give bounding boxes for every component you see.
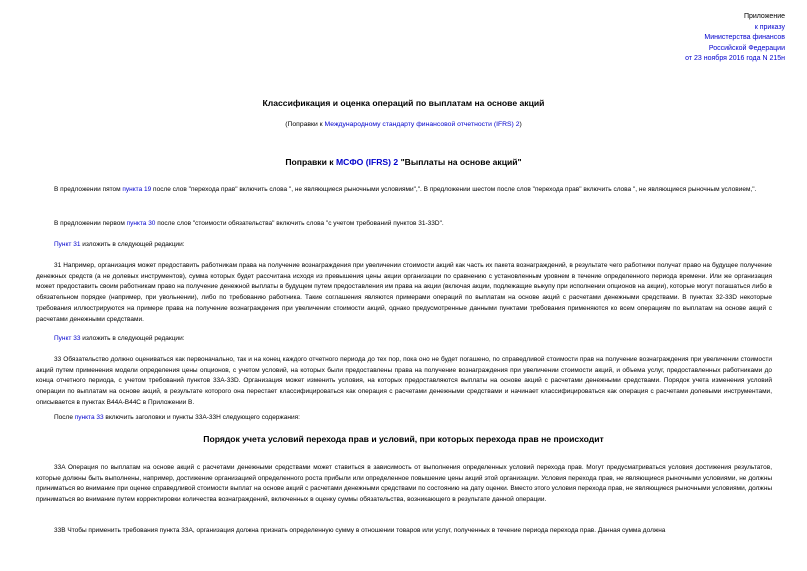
document-title: Классификация и оценка операций по выплатам на основе акций xyxy=(262,98,545,108)
paragraph-19-link[interactable]: пункта 19 xyxy=(122,186,152,193)
paragraph-33-link[interactable]: Пункт 33 xyxy=(54,335,81,342)
document-subtitle xyxy=(0,121,807,128)
amendments-heading-suffix: "Выплаты на основе акций" xyxy=(398,157,522,167)
paragraph-3 xyxy=(36,240,772,251)
ifrs2-link[interactable]: Международному стандарту финансовой отчетности (IFRS) 2 xyxy=(324,121,520,128)
amendments-heading xyxy=(0,157,807,167)
subtitle-suffix: ) xyxy=(519,121,522,128)
paragraph-7 xyxy=(36,413,772,424)
order-date-link[interactable]: от 23 ноября 2016 года N 215н xyxy=(685,55,785,63)
paragraph-31-text: 31 Например, организация может предоставить работникам права на получение вознаграждения при увеличении стоимости акций как часть их пакета вознаграждений, в результате чего работники получат право на будущее получение денежных средств (а не долевых инструментов), сумма которых будет рассчитана исходя из превышения цены акции организации по сравнению с установленным уровнем в течение определенного периода времени. Или же организация может предоставить своим работникам право на получение денежной выплаты в будущем путем предоставления им права на акции (включая акции, подлежащие выкупу при исполнении опционов на акции), которые могут погашаться либо в обязательном порядке (например, при увольнении), либо по требованию работника. Такие соглашения являются примерами операций по выплатам на основе акций с расчетами денежными средствами. В пунктах 32-33D некоторые требования иллюстрируются на примере права на получение вознаграждения при увеличении стоимости акций, однако предусмотренные данными пунктами требования применяются ко всем операциям по выплатам на основе акций с расчетами денежными средствами. xyxy=(36,262,772,323)
paragraph-7-text-a: После xyxy=(54,414,75,421)
paragraph-33-link-2[interactable]: пункта 33 xyxy=(74,414,104,421)
paragraph-2 xyxy=(36,219,772,230)
appendix-header xyxy=(685,12,785,65)
federation-link[interactable]: Российской Федерации xyxy=(708,44,785,52)
paragraph-5-text: изложить в следующей редакции: xyxy=(80,335,185,342)
paragraph-5 xyxy=(36,334,772,345)
paragraph-33a-text: 33A Операция по выплатам на основе акций с расчетами денежными средствами может ставиться в зависимость от выполнения определенных условий перехода прав. Могут предусматриваться условия достижения результатов, которые должны быть выполнены, например, достижение организацией определенного роста прибыли или определенное повышение цены акций этой организации. Условия перехода прав, не являющиеся рыночными условиями, не должны приниматься во внимание при оценке справедливой стоимости выплат на основе акций с расчетами денежными средствами по состоянию на дату оценки. Вместо этого условия перехода прав, не являющиеся рыночными условиями, должны приниматься во внимание путем корректировки количества вознаграждений, включенных в оценку суммы обязательства, возникающего в результате данной операции. xyxy=(36,464,772,504)
subtitle-prefix: (Поправки к xyxy=(285,121,325,128)
paragraph-31-link[interactable]: Пункт 31 xyxy=(54,241,81,248)
appendix-label: Приложение xyxy=(743,13,785,20)
order-link[interactable]: к приказу xyxy=(754,23,785,31)
paragraph-2-text-a: В предложении первом xyxy=(54,220,127,227)
paragraph-7-text-b: включить заголовки и пункты 33A-33H следующего содержания: xyxy=(103,414,300,421)
amendments-heading-prefix: Поправки к xyxy=(285,157,336,167)
msfo-ifrs2-link[interactable]: МСФО (IFRS) 2 xyxy=(335,157,399,167)
paragraph-33-text: 33 Обязательство должно оцениваться как первоначально, так и на конец каждого отчетного периода до тех пор, пока оно не будет погашено, по справедливой стоимости прав на получение вознаграждения при увеличении стоимости акций путем применения модели определения цены опционов, с учетом условий, на которых были предоставлены права на получение вознаграждения при увеличении стоимости акций, и объема услуг, предоставленных работниками до конца отчетного периода, с учетом требований пунктов 33A-33D. Организация может изменить условия, на которых предоставляются выплаты на основе акций с расчетами денежными средствами. Порядок учета изменения условий операции по выплатам на основе акций, в результате которого она перестает классифицироваться как операция с расчетами денежными средствами и начинает классифицироваться как операция с расчетами долевыми инструментами, описывается в пунктах B44A-B44C в Приложении B. xyxy=(36,356,772,406)
ministry-link[interactable]: Министерства финансов xyxy=(704,34,785,42)
paragraph-2-text-b: после слов "стоимости обязательства" включить слова "с учетом требований пунктов 31-33D". xyxy=(155,220,444,227)
paragraph-1-text-b: после слов "перехода прав" включить слова ", не являющиеся рыночными условиями",". В предложении шестом после слов "перехода прав" включить слова ", не являющиеся рыночным условием,". xyxy=(151,186,757,193)
paragraph-30-link[interactable]: пункта 30 xyxy=(126,220,156,227)
paragraph-3-text: изложить в следующей редакции: xyxy=(80,241,185,248)
paragraph-1 xyxy=(36,185,772,196)
section-heading-33a: Порядок учета условий перехода прав и условий, при которых перехода прав не происходит xyxy=(203,434,604,444)
paragraph-1-text-a: В предложении пятом xyxy=(54,186,123,193)
paragraph-33b-text: 33B Чтобы применить требования пункта 33A, организация должна признать определенную сумму в отношении товаров или услуг, полученных в течение периода перехода прав. Данная сумма должна xyxy=(54,527,666,534)
